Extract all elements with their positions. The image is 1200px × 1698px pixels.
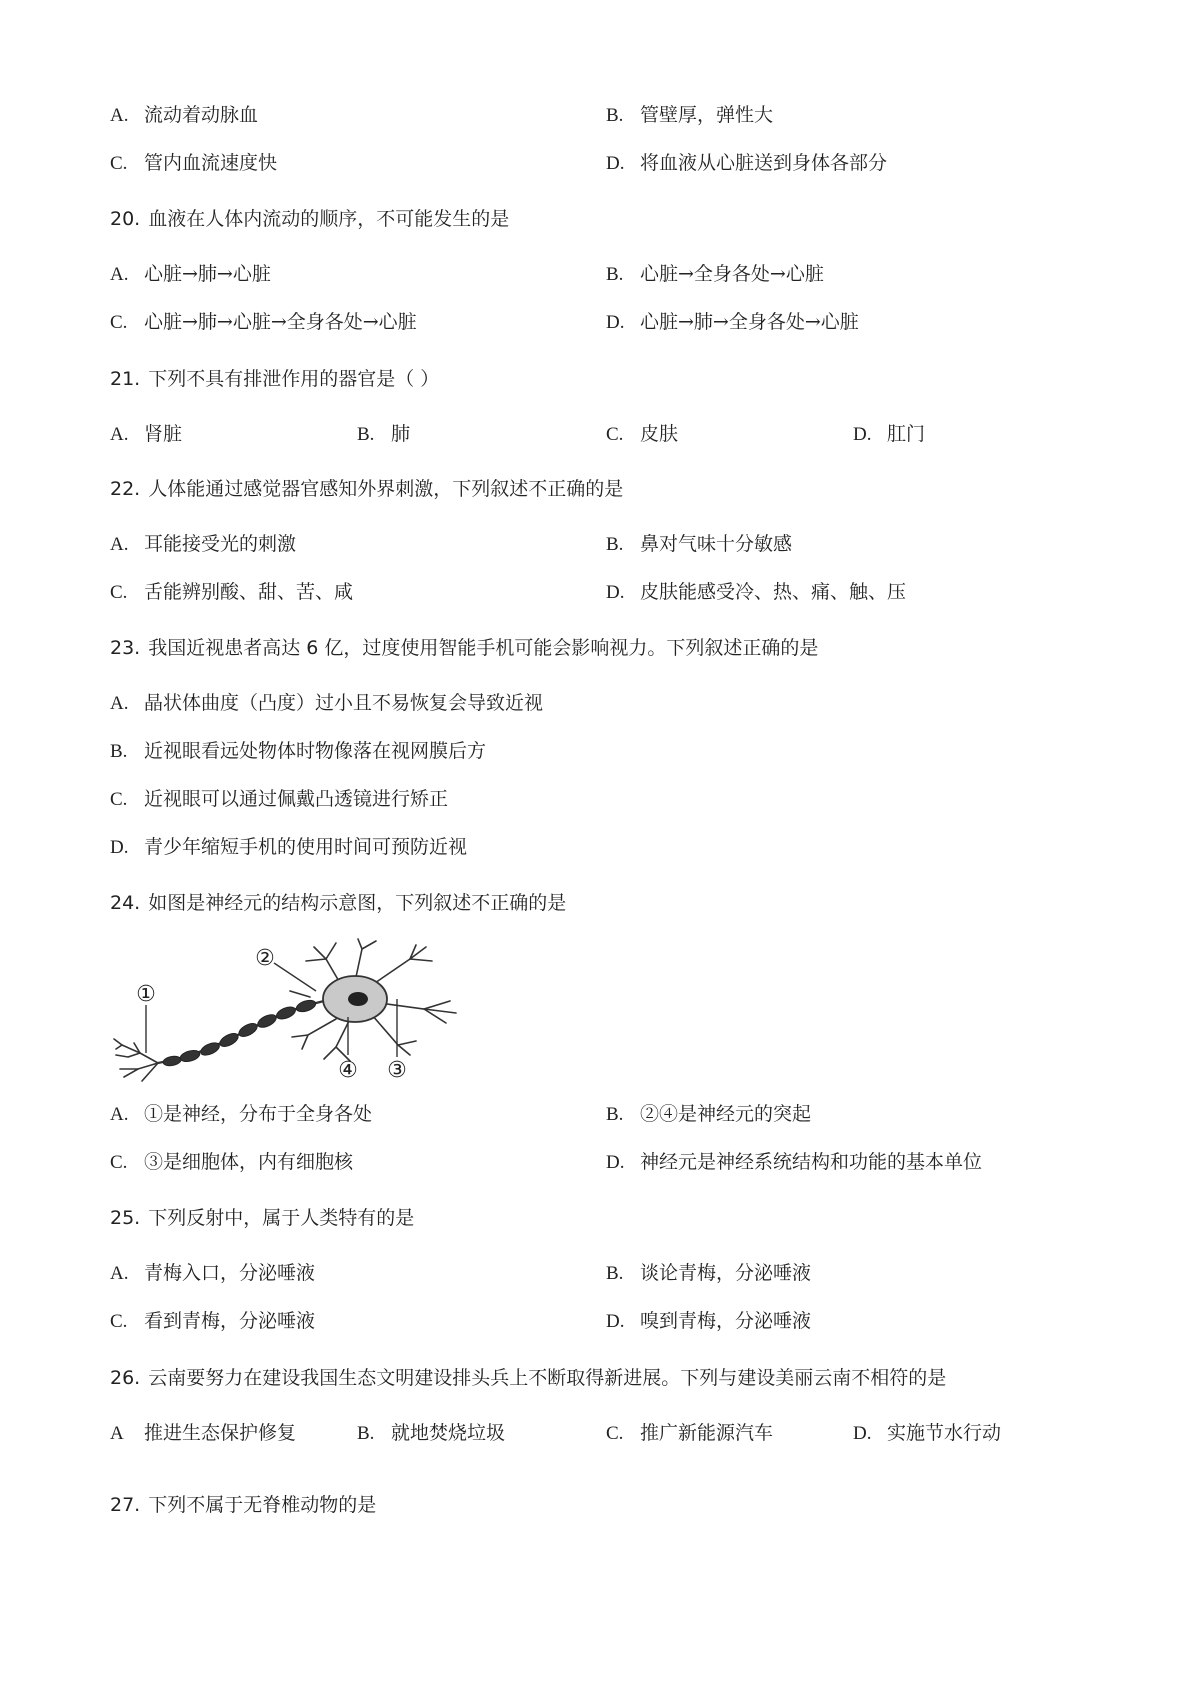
option-d: D. 嗅到青梅，分泌唾液 (606, 1310, 812, 1332)
option-b: B. 鼻对气味十分敏感 (606, 533, 793, 555)
option-d: D. 将血液从心脏送到身体各部分 (606, 152, 888, 174)
option-c: C. ③是细胞体，内有细胞核 (110, 1151, 354, 1173)
option-c: C. 管内血流速度快 (110, 152, 278, 174)
option-a: A 推进生态保护修复 (110, 1422, 297, 1444)
option-b: B. 管壁厚，弹性大 (606, 104, 774, 126)
label-4: ④ (338, 1058, 358, 1083)
question-23: 23. 我国近视患者高达 6 亿，过度使用智能手机可能会影响视力。下列叙述正确的是 (110, 637, 819, 659)
question-20: 20. 血液在人体内流动的顺序，不可能发生的是 (110, 208, 510, 230)
label-1: ① (136, 982, 156, 1007)
question-25: 25. 下列反射中，属于人类特有的是 (110, 1207, 415, 1229)
option-c: C. 舌能辨别酸、甜、苦、咸 (110, 581, 354, 603)
option-d: D. 皮肤能感受冷、热、痛、触、压 (606, 581, 907, 603)
option-d: D. 实施节水行动 (853, 1422, 1002, 1444)
label-3: ③ (387, 1058, 407, 1083)
question-22: 22. 人体能通过感觉器官感知外界刺激，下列叙述不正确的是 (110, 478, 624, 500)
option-d: D. 神经元是神经系统结构和功能的基本单位 (606, 1151, 983, 1173)
option-b: B. ②④是神经元的突起 (606, 1103, 812, 1125)
option-c: C. 近视眼可以通过佩戴凸透镜进行矫正 (110, 788, 449, 810)
question-21: 21. 下列不具有排泄作用的器官是（ ） (110, 368, 440, 390)
option-b: B. 谈论青梅，分泌唾液 (606, 1262, 812, 1284)
option-c: C. 心脏→肺→心脏→全身各处→心脏 (110, 311, 417, 333)
option-c: C. 皮肤 (606, 423, 679, 445)
option-d: D. 肛门 (853, 423, 926, 445)
nucleus (348, 992, 368, 1006)
option-b: B. 就地焚烧垃圾 (357, 1422, 506, 1444)
neuron-diagram (110, 935, 470, 1085)
option-a: A. 青梅入口，分泌唾液 (110, 1262, 316, 1284)
option-d: D. 青少年缩短手机的使用时间可预防近视 (110, 836, 468, 858)
option-b: B. 肺 (357, 423, 411, 445)
option-a: A. 耳能接受光的刺激 (110, 533, 297, 555)
option-d: D. 心脏→肺→全身各处→心脏 (606, 311, 859, 333)
label-2: ② (255, 946, 275, 971)
option-a: A. 心脏→肺→心脏 (110, 263, 271, 285)
option-c: C. 看到青梅，分泌唾液 (110, 1310, 316, 1332)
option-b: B. 心脏→全身各处→心脏 (606, 263, 824, 285)
option-a: A. 流动着动脉血 (110, 104, 259, 126)
option-a: A. ①是神经，分布于全身各处 (110, 1103, 373, 1125)
option-a: A. 晶状体曲度（凸度）过小且不易恢复会导致近视 (110, 692, 544, 714)
option-b: B. 近视眼看远处物体时物像落在视网膜后方 (110, 740, 487, 762)
option-a: A. 肾脏 (110, 423, 183, 445)
option-c: C. 推广新能源汽车 (606, 1422, 774, 1444)
question-26: 26. 云南要努力在建设我国生态文明建设排头兵上不断取得新进展。下列与建设美丽云南不相符的是 (110, 1367, 947, 1389)
question-24: 24. 如图是神经元的结构示意图，下列叙述不正确的是 (110, 892, 567, 914)
question-27: 27. 下列不属于无脊椎动物的是 (110, 1494, 377, 1516)
